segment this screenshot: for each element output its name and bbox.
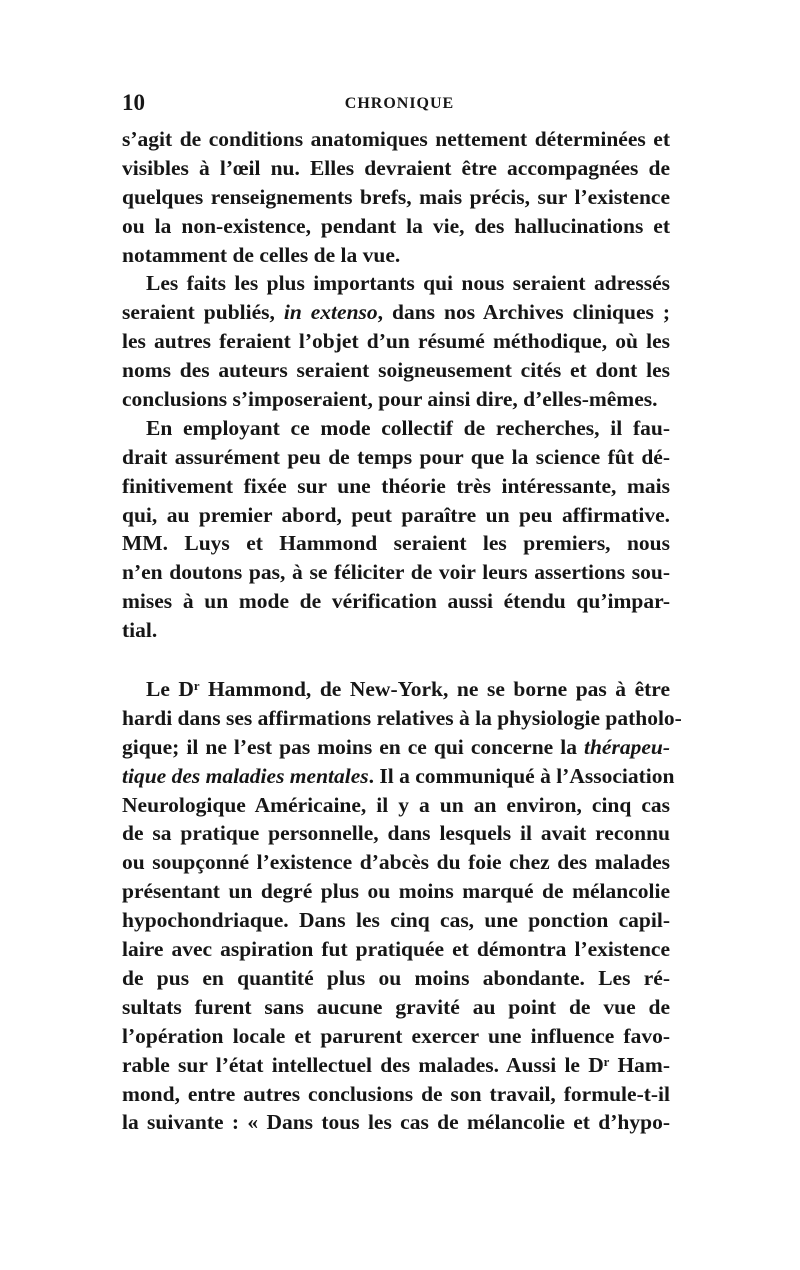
text-line (122, 848, 670, 877)
text-run: En employant ce mode collectif de recherches, il fau- (146, 415, 670, 440)
paragraph-gap (122, 645, 670, 675)
text-line (122, 501, 670, 530)
text-line (122, 558, 670, 587)
text-line (122, 269, 670, 298)
italic-text: thérapeu- (584, 734, 670, 759)
text-run: . Il a communiqué à l’Association (368, 763, 675, 788)
text-line (122, 443, 670, 472)
paragraph (122, 675, 682, 1137)
text-line (122, 356, 670, 385)
text-line (122, 791, 670, 820)
text-line (122, 964, 670, 993)
text-run: drait assurément peu de temps pour que la science fût dé- (122, 444, 670, 469)
text-line (122, 587, 670, 616)
text-line (122, 877, 670, 906)
text-run: conclusions s’imposeraient, pour ainsi dire, d’elles-mêmes. (122, 387, 658, 412)
body-text (122, 125, 682, 1137)
text-run: laire avec aspiration fut pratiquée et démontra l’existence (122, 937, 670, 962)
text-run: mises à un mode de vérification aussi étendu qu’impar- (122, 589, 670, 614)
text-run: hardi dans ses affirmations relatives à la physiologie patholo- (122, 705, 682, 730)
text-line (122, 472, 670, 501)
text-run: ou la non-existence, pendant la vie, des hallucinations et (122, 213, 670, 238)
text-line (122, 125, 670, 154)
text-run: de sa pratique personnelle, dans lesquels il avait reconnu (122, 821, 670, 846)
text-run: la suivante : « Dans tous les cas de mélancolie et d’hypo- (122, 1110, 670, 1135)
text-run: noms des auteurs seraient soigneusement cités et dont les (122, 358, 670, 383)
text-line (122, 675, 670, 704)
text-line (122, 414, 670, 443)
text-run: finitivement fixée sur une théorie très intéressante, mais (122, 473, 670, 498)
text-line (122, 1022, 670, 1051)
text-run: hypochondriaque. Dans les cinq cas, une ponction capil- (122, 908, 670, 933)
text-run: Les faits les plus importants qui nous seraient adressés (146, 271, 670, 296)
text-line (122, 704, 682, 733)
text-line (122, 1108, 670, 1137)
text-run: s’agit de conditions anatomiques nettement déterminées et (122, 127, 670, 151)
text-run: notamment de celles de la vue. (122, 242, 401, 267)
text-run: de pus en quantité plus ou moins abondante. Les ré- (122, 965, 670, 990)
text-run: Neurologique Américaine, il y a un an environ, cinq cas (122, 792, 670, 817)
text-line (122, 819, 670, 848)
text-run: rable sur l’état intellectuel des malades. Aussi le Dʳ Ham- (122, 1052, 670, 1077)
text-run: seraient publiés, (122, 300, 284, 325)
text-run: n’en doutons pas, à se féliciter de voir leurs assertions sou- (122, 560, 670, 585)
running-head (122, 88, 677, 118)
running-title: CHRONIQUE (344, 95, 455, 112)
text-line (122, 154, 670, 183)
text-run: mond, entre autres conclusions de son travail, formule-t-il (122, 1081, 670, 1106)
text-run: tial. (122, 618, 158, 643)
italic-text: tique des maladies mentales (122, 763, 369, 788)
italic-text: in extenso (283, 300, 378, 325)
text-line (122, 993, 670, 1022)
text-line (122, 327, 670, 356)
text-run: visibles à l’œil nu. Elles devraient être accompagnées de (122, 155, 670, 180)
paragraph (122, 269, 670, 413)
text-run: gique; il ne l’est pas moins en ce qui concerne la (122, 734, 584, 759)
text-run: , dans nos Archives cliniques ; (377, 300, 670, 325)
text-run: l’opération locale et parurent exercer une influence favo- (122, 1023, 670, 1048)
text-line (122, 733, 670, 762)
text-line (122, 298, 670, 327)
text-run: les autres feraient l’objet d’un résumé méthodique, où les (122, 329, 670, 354)
text-line (122, 183, 670, 212)
text-line (122, 935, 670, 964)
text-line (122, 906, 670, 935)
text-run: quelques renseignements brefs, mais précis, sur l’existence (122, 184, 670, 209)
text-run: sultats furent sans aucune gravité au point de vue de (122, 994, 670, 1019)
text-line (122, 762, 675, 791)
text-line (122, 529, 670, 558)
text-run: MM. Luys et Hammond seraient les premiers, nous (122, 531, 670, 556)
text-run: ou soupçonné l’existence d’abcès du foie chez des malades (122, 850, 670, 875)
text-line (122, 1080, 670, 1109)
text-line (122, 241, 670, 270)
text-line (122, 385, 670, 414)
text-line (122, 212, 670, 241)
page-number: 10 (122, 90, 145, 115)
text-run: qui, au premier abord, peut paraître un peu affirmative. (122, 502, 670, 527)
paragraph (122, 414, 670, 645)
text-run: Le Dʳ Hammond, de New-York, ne se borne pas à être (146, 677, 670, 702)
text-run: présentant un degré plus ou moins marqué de mélancolie (122, 879, 670, 904)
text-line (122, 616, 670, 645)
text-line (122, 1051, 670, 1080)
paragraph (122, 125, 670, 269)
